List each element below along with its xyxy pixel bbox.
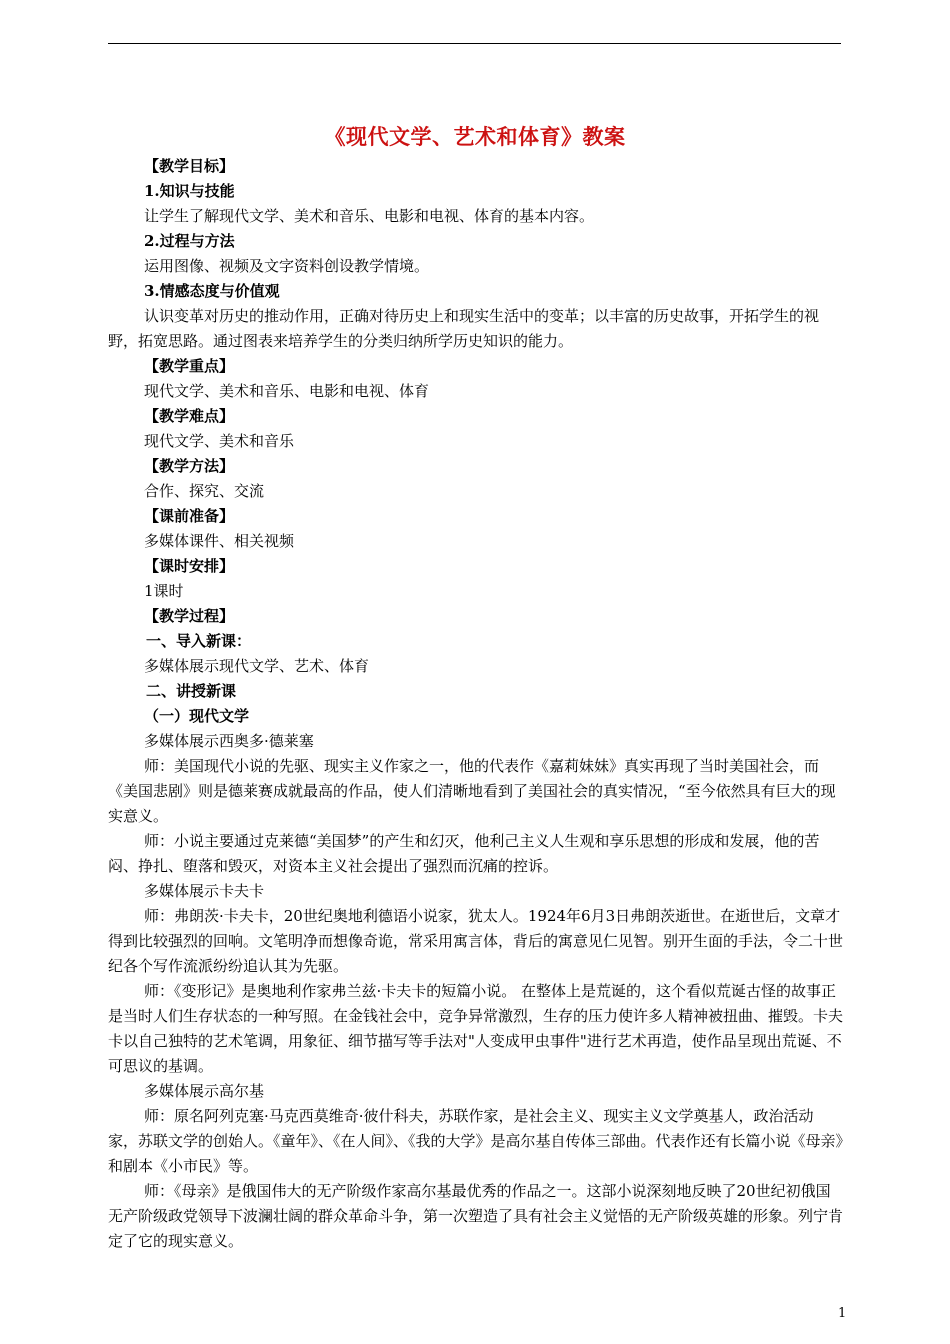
page-title: 《现代文学、艺术和体育》教案 (324, 124, 626, 149)
section-heading-key-points: 【教学重点】 (144, 357, 235, 375)
subheading-modern-literature: （一）现代文学 (144, 707, 250, 725)
paragraph: 多媒体展示卡夫卡 (144, 882, 265, 900)
paragraph: 师：原名阿列克塞·马克西莫维奇·彼什科夫，苏联作家，是社会主义、现实主义文学奠基人，政治活动家，苏联文学的创始人。《童年》、《在人间》、《我的大学》是高尔基自传体三部曲。代表作还有长篇小说《母亲》和剧本《小市民》等。 (108, 1107, 844, 1175)
document-body (108, 154, 843, 1254)
paragraph: 多媒体展示现代文学、艺术、体育 (144, 657, 370, 675)
paragraph: 让学生了解现代文学、美术和音乐、电影和电视、体育的基本内容。 (144, 207, 595, 225)
section-heading-methods: 【教学方法】 (144, 457, 235, 475)
section-heading-preparation: 【课前准备】 (144, 507, 235, 525)
paragraph: 1课时 (144, 582, 184, 600)
section-heading-objectives: 【教学目标】 (144, 157, 235, 175)
paragraph: 现代文学、美术和音乐 (144, 432, 295, 450)
subheading-attitude: 3.情感态度与价值观 (144, 282, 280, 300)
paragraph: 多媒体展示高尔基 (144, 1082, 265, 1100)
paragraph: 认识变革对历史的推动作用，正确对待历史上和现实生活中的变革；以丰富的历史故事，开拓学生的视野，拓宽思路。通过图表来培养学生的分类归纳所学历史知识的能力。 (108, 307, 820, 350)
paragraph: 师：小说主要通过克莱德“美国梦”的产生和幻灭，他利己主义人生观和享乐思想的形成和发展，他的苦闷、挣扎、堕落和毁灭，对资本主义社会提出了强烈而沉痛的控诉。 (108, 832, 820, 875)
paragraph: 多媒体展示西奥多·德莱塞 (144, 732, 314, 750)
subheading-intro: 一、导入新课： (146, 632, 252, 650)
paragraph: 合作、探究、交流 (144, 482, 265, 500)
paragraph: 师：弗朗茨·卡夫卡，20世纪奥地利德语小说家，犹太人。1924年6月3日弗朗茨逝世。在逝世后，文章才得到比较强烈的回响。文笔明净而想像奇诡，常采用寓言体，背后的寓意见仁见智。别开生面的手法，令二十世纪各个写作流派纷纷追认其为先驱。 (108, 907, 844, 975)
paragraph: 多媒体课件、相关视频 (144, 532, 295, 550)
paragraph: 师：《变形记》是奥地利作家弗兰兹·卡夫卡的短篇小说。 在整体上是荒诞的，这个看似荒诞古怪的故事正是当时人们生存状态的一种写照。在金钱社会中，竞争异常激烈，生存的压力使许多人精神被扭曲、摧毁。卡夫卡以自己独特的艺术笔调，用象征、细节描写等手法对"人变成甲虫事件"进行艺术再造，使作品呈现出荒诞、不可思议的基调。 (108, 982, 844, 1075)
section-heading-difficulties: 【教学难点】 (144, 407, 235, 425)
header-rule (108, 43, 841, 44)
subheading-process: 2.过程与方法 (144, 232, 235, 250)
paragraph: 师：美国现代小说的先驱、现实主义作家之一，他的代表作《嘉莉妹妹》真实再现了当时美国社会，而《美国悲剧》则是德莱赛成就最高的作品，使人们清晰地看到了美国社会的真实情况，“至今依然具有巨大的现实意义。 (108, 757, 836, 825)
section-heading-process: 【教学过程】 (144, 607, 235, 625)
subheading-knowledge: 1.知识与技能 (144, 182, 235, 200)
paragraph: 运用图像、视频及文字资料创设教学情境。 (144, 257, 430, 275)
section-heading-schedule: 【课时安排】 (144, 557, 235, 575)
page-number: 1 (838, 1306, 847, 1321)
paragraph: 现代文学、美术和音乐、电影和电视、体育 (144, 382, 430, 400)
subheading-new-lesson: 二、讲授新课 (146, 682, 237, 700)
paragraph: 师：《母亲》是俄国伟大的无产阶级作家高尔基最优秀的作品之一。这部小说深刻地反映了20世纪初俄国无产阶级政党领导下波澜壮阔的群众革命斗争，第一次塑造了具有社会主义觉悟的无产阶级英雄的形象。列宁肯定了它的现实意义。 (108, 1182, 844, 1250)
